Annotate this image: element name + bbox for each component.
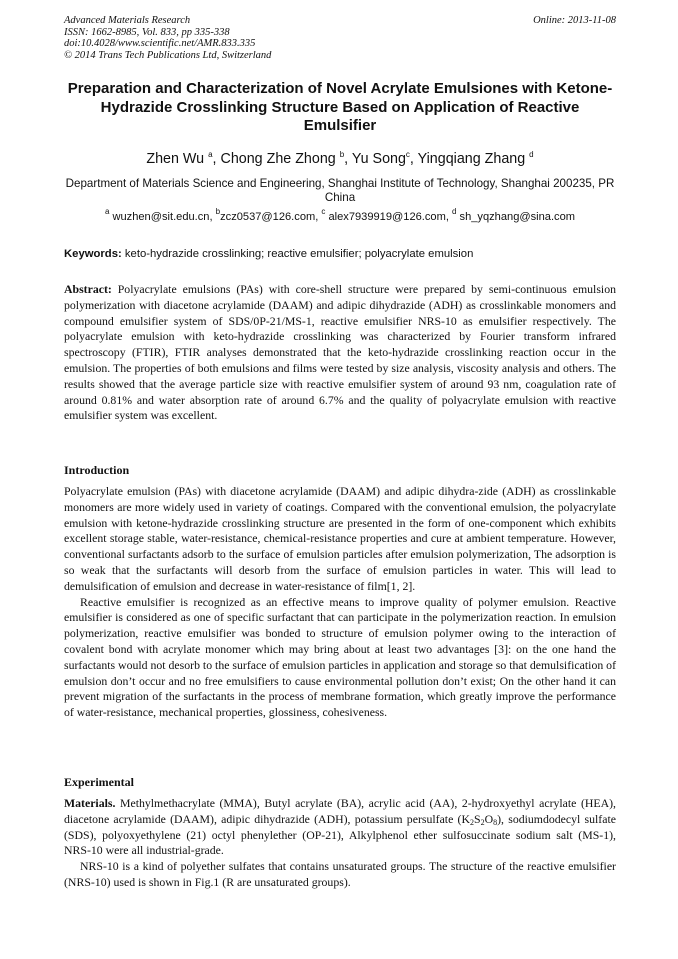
email-link[interactable]: sh_yqzhang@sina.com [456,211,576,223]
copyright-line: © 2014 Trans Tech Publications Ltd, Switzerland [64,49,272,61]
author-affil-mark: a [208,150,213,159]
introduction-section [64,484,616,721]
keywords [64,247,616,261]
experimental-paragraph-2: NRS-10 is a kind of polyether sulfates that contains unsaturated groups. The structure of the reactive emulsifier (NRS-10) used is shown in Fig.1 (R are unsaturated groups). [64,859,616,889]
abstract [64,282,616,424]
introduction-heading: Introduction [64,463,130,477]
author-name: Zhen Wu [146,151,209,167]
journal-header [64,15,616,61]
introduction-paragraph-1: Polyacrylate emulsion (PAs) with diacetone acrylamide (DAAM) and adipic dihydra-zide (ADH) as crosslinkable monomers are more widely used in variety of coatings. Compared with the conventional emulsion, the polyacrylate emulsion with ketone-hydrazide crosslinking structure are presented in the form of one-component which exhibits excellent storage stable, water-resistance, chemical-resistance properties and cure at ambient temperature. However, conventional surfactants adsorb to the surface of emulsion particles after emulsion polymerization, The adsorption is so weak that the surfactants will desorb from the surface of emulsion particles in water. This will lead to demulsification of emulsion and decrease in water-resistance of film[1, 2]. [64,484,616,593]
email-mark: b [215,207,221,216]
materials-paragraph [64,796,616,859]
materials-text-cont: ), sodiumdodecyl sulfate (SDS), polyoxyethylene (21) octyl phenylether (OP-21), Alkylphenol ether sulfosuccinate sodium salt (MS-1), NRS-10 were all industrial-grade. [64,811,616,858]
author-affil-mark: d [529,150,534,159]
author-name: , Chong Zhe Zhong [212,151,340,167]
email-link[interactable]: wuzhen@sit.edu.cn, [109,211,216,223]
online-date: Online: 2013-11-08 [533,15,616,26]
author-affil-mark: b [339,150,345,159]
email-link[interactable]: alex7939919@126.com, [325,211,452,223]
journal-name: Advanced Materials Research [64,15,191,26]
email-mark: c [321,207,326,216]
formula-subscript: 2 [470,817,475,827]
abstract-text: Polyacrylate emulsions (PAs) with core-shell structure were prepared by semi-continuous emulsion polymerization with diacetone acrylamide (DAAM) and adipic dihydrazide (ADH) as crosslinkable monomers and compound emulsifier system of SDS/0P-21/MS-1, reactive emulsifier NRS-10 as emulsifier respectively. The polyacrylate emulsion with keto-hydrazide crosslinking was characterized by Fourier transform infrared spectroscopy (FTIR), FTIR analyses demonstrated that the keto-hydrazide crosslinking reaction occur in the emulsion. The properties of both emulsions and films were tested by size analysis, viscosity analysis and others. The results showed that the average particle size with reactive emulsifier system of around 93 nm, coagulation rate of around 0.81% and water absorption rate of around 6.7% and the quality of polyacrylate emulsion with reactive emulsifier system was excellent. [64,282,616,423]
experimental-section [64,796,616,891]
abstract-label: Abstract: [64,282,112,296]
experimental-heading: Experimental [64,775,134,789]
formula-subscript: 2 [480,817,485,827]
email-link[interactable]: zcz0537@126.com, [220,211,322,223]
formula-subscript: 8 [493,817,498,827]
affiliation: Department of Materials Science and Engineering, Shanghai Institute of Technology, Shanghai 200235, PR China [65,177,615,204]
formula-part: O [484,811,494,826]
email-mark: a [104,207,110,216]
author-name: , Yingqiang Zhang [409,151,530,167]
formula-part: K [461,811,471,826]
author-list [64,150,616,168]
keywords-text: keto-hydrazide crosslinking; reactive emulsifier; polyacrylate emulsion [121,248,474,260]
introduction-paragraph-2: Reactive emulsifier is recognized as an effective means to improve quality of polymer emulsion. Reactive emulsifier is considered as one of specific surfactant that can participate in the polymerization reaction. In emulsion polymerization, reactive emulsifier was bonded to structure of emulsion polymer owing to the interaction of covalent bond with acrylate monomer which may bring about at least two advantages [3]: on the one hand the surfactants would not desorb to the surface of emulsion particles in application and storage so that demulsification of emulsion don’t occur and no free emulsifiers to cause environmental pollution don’t exist; On the other hand it can prevent migration of the surfactants in the process of membrane formation, which greatly improve the performance of water-resistance, mechanical properties, glossiness, cohesiveness. [64,594,617,720]
author-name: , Yu Song [344,151,406,167]
paper-title: Preparation and Characterization of Novel Acrylate Emulsiones with Ketone-Hydrazide Crosslinking Structure Based on Application of Reactive Emulsifier [67,80,613,134]
email-list [64,207,616,224]
doi-line: doi:10.4028/www.scientific.net/AMR.833.335 [64,38,256,49]
chemical-formula [461,812,497,826]
formula-part: S [474,811,481,826]
email-mark: d [452,207,457,216]
materials-label: Materials. [64,796,116,810]
materials-text: Methylmethacrylate (MMA), Butyl acrylate (BA), acrylic acid (AA), 2-hydroxyethyl acrylate (HEA), diacetone acrylamide (DAAM), adipic dihydrazide (ADH), potassium persulfate ( [64,796,616,826]
issn-line: ISSN: 1662-8985, Vol. 833, pp 335-338 [64,26,230,38]
author-affil-mark: c [405,150,410,159]
keywords-label: Keywords: [64,248,122,260]
